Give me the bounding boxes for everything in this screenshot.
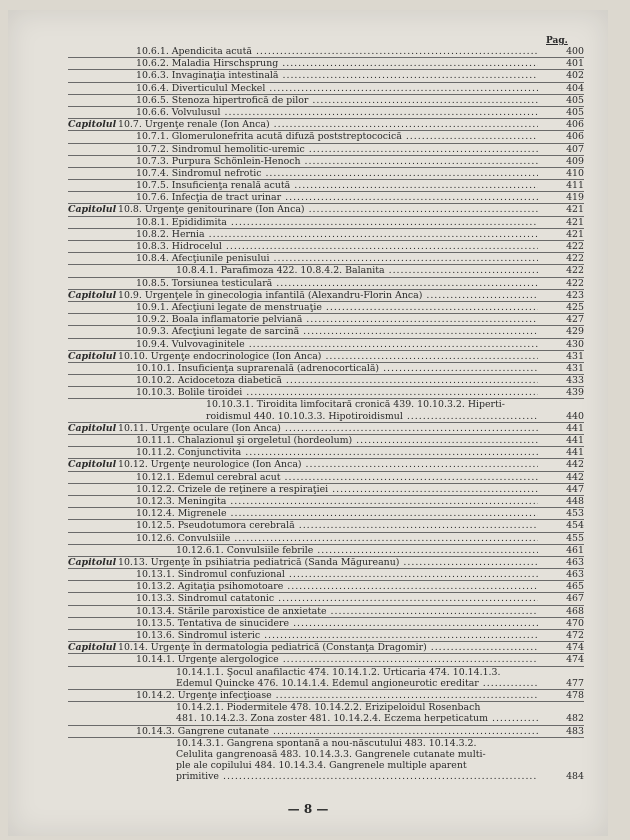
capitol-label: Capitolul: [68, 556, 117, 568]
toc-entry-page: 478: [566, 689, 584, 701]
toc-entry-title: 10.11.1. Chalazionul şi orgeletul (hordeolum) .....: [136, 435, 538, 446]
toc-entry-title: 481. 10.14.2.3. Zona zoster 481. 10.14.2.4. Eczema herpeticatum .....: [176, 713, 538, 724]
toc-entry-page: 409: [566, 155, 584, 167]
toc-entry-title: Celulita gangrenoasă 483. 10.14.3.3. Gangrenele cutanate multi-: [176, 748, 486, 760]
toc-entry-title: 10.12.3. Meningita .....: [136, 496, 538, 507]
toc-entry: [68, 241, 584, 253]
toc-entry: [68, 363, 584, 375]
toc-entry: [68, 423, 584, 435]
toc-entry: [68, 642, 584, 654]
page-number: — 8 —: [287, 802, 329, 816]
toc-entry-title: 10.14.3. Gangrene cutanate .....: [136, 726, 538, 737]
toc-entry: [68, 375, 584, 387]
toc-entry: [68, 144, 584, 156]
toc-entry-page: 430: [566, 338, 584, 350]
toc-entry-page: 441: [566, 447, 584, 459]
toc-entry-title: 10.12.4. Migrenele .....: [136, 508, 538, 519]
toc-entry-title: 10.10.1. Insuficienţa suprarenală (adrenocorticală) .....: [136, 363, 538, 374]
toc-entry-page: 421: [566, 216, 584, 228]
toc-entry: [68, 533, 584, 545]
toc-entry-page: 402: [566, 70, 584, 82]
toc-entry: [68, 131, 584, 143]
toc-entry: [68, 618, 584, 630]
toc-entry-title: 10.8. Urgenţe genitourinare (Ion Anca) .....: [118, 204, 538, 215]
toc-entry-title: 10.12.2. Crizele de reţinere a respiraţiei .....: [136, 484, 538, 495]
toc-entry-title: 10.7.6. Infecţia de tract urinar .....: [136, 192, 538, 203]
toc-entry-page: 404: [566, 82, 584, 94]
toc-entry: [68, 399, 584, 410]
toc-entry-title: 10.13.2. Agitaţia psihomotoare .....: [136, 581, 538, 592]
toc-entry-page: 421: [566, 204, 584, 216]
toc-entry: [68, 290, 584, 302]
toc-entry-title: ple ale copilului 484. 10.14.3.4. Gangrenele multiple aparent: [176, 760, 467, 772]
table-of-contents: [8, 46, 608, 782]
toc-entry-page: 472: [566, 630, 584, 641]
toc-entry-page: 474: [566, 642, 584, 654]
toc-entry-title: 10.6.1. Apendicita acută .....: [136, 46, 538, 57]
toc-entry: [68, 678, 584, 690]
toc-entry: [68, 472, 584, 484]
toc-entry: [68, 569, 584, 581]
toc-entry-title: 10.13.6. Sindromul isteric .....: [136, 630, 538, 641]
capitol-label: Capitolul: [68, 204, 117, 216]
toc-entry: [68, 411, 584, 423]
toc-entry-page: 431: [566, 362, 584, 374]
toc-entry: [68, 435, 584, 447]
toc-entry-title: 10.7. Urgenţe renale (Ion Anca) .....: [118, 119, 538, 130]
toc-entry-page: 455: [566, 532, 584, 544]
toc-entry-page: 407: [566, 143, 584, 155]
toc-entry-title: 10.9.1. Afecţiuni legate de menstruaţie .....: [136, 302, 538, 313]
toc-entry: [68, 496, 584, 508]
toc-entry-title: 10.9.4. Vulvovaginitele .....: [136, 339, 538, 350]
toc-entry-page: 405: [566, 106, 584, 118]
toc-entry-title: 10.13.5. Tentativa de sinucidere .....: [136, 618, 538, 629]
toc-entry-title: 10.8.3. Hidrocelul .....: [136, 241, 538, 252]
toc-entry-page: 463: [566, 569, 584, 581]
toc-entry: [68, 70, 584, 82]
capitol-label: Capitolul: [68, 642, 117, 654]
toc-entry-page: 474: [566, 654, 584, 666]
toc-entry-title: 10.6.5. Stenoza hipertrofică de pilor .....: [136, 95, 538, 106]
toc-entry: [68, 581, 584, 593]
toc-entry: [68, 204, 584, 216]
toc-entry: [68, 387, 584, 399]
toc-entry-title: 10.7.5. Insuficienţa renală acută .....: [136, 180, 538, 191]
toc-entry-page: 421: [566, 228, 584, 240]
toc-entry: [68, 119, 584, 131]
toc-entry-title: 10.7.3. Purpura Schönlein-Henoch .....: [136, 156, 538, 167]
toc-entry-title: 10.8.4. Afecţiunile penisului .....: [136, 253, 538, 264]
toc-entry-title: 10.7.1. Glomerulonefrita acută difuză poststreptococică .....: [136, 131, 538, 142]
toc-entry-page: 441: [566, 435, 584, 446]
toc-entry-page: 411: [566, 180, 584, 192]
toc-entry: [68, 557, 584, 569]
toc-entry-title: 10.9.3. Afecţiuni legate de sarcină .....: [136, 326, 538, 337]
toc-entry-page: 422: [566, 253, 584, 265]
toc-entry: [68, 520, 584, 532]
toc-entry-page: 405: [566, 94, 584, 106]
toc-entry: [68, 726, 584, 738]
toc-entry: [68, 339, 584, 351]
toc-entry-title: 10.11.2. Conjunctivita .....: [136, 447, 538, 458]
toc-entry: [68, 217, 584, 229]
toc-entry-title: 10.11. Urgenţe oculare (Ion Anca) .....: [118, 423, 538, 434]
toc-entry-title: 10.10.3.1. Tiroidita limfocitară cronică 439. 10.10.3.2. Hiperti-: [206, 399, 505, 411]
toc-entry: [68, 95, 584, 107]
toc-entry: [68, 690, 584, 702]
toc-entry: [68, 58, 584, 70]
toc-entry: [68, 630, 584, 642]
toc-entry: [68, 702, 584, 713]
toc-entry-page: 441: [566, 422, 584, 434]
toc-entry-page: 463: [566, 556, 584, 568]
toc-entry-page: 425: [566, 301, 584, 313]
toc-entry-title: 10.12.1. Edemul cerebral acut .....: [136, 472, 538, 483]
toc-entry-title: 10.6.4. Diverticulul Meckel .....: [136, 83, 538, 94]
toc-entry-page: 447: [566, 483, 584, 495]
toc-entry-page: 477: [566, 677, 584, 689]
toc-entry-title: 10.6.3. Invaginaţia intestinală .....: [136, 70, 538, 81]
book-page: [8, 10, 608, 836]
toc-entry-title: 10.7.4. Sindromul nefrotic .....: [136, 168, 538, 179]
toc-entry: [68, 459, 584, 471]
toc-entry-title: 10.12.5. Pseudotumora cerebrală .....: [136, 520, 538, 531]
toc-entry: [68, 253, 584, 265]
toc-entry: [68, 654, 584, 666]
toc-entry-title: 10.12. Urgenţe neurologice (Ion Anca) .....: [118, 459, 538, 470]
toc-entry-page: 419: [566, 192, 584, 204]
toc-entry-page: 410: [566, 167, 584, 179]
toc-entry-page: 422: [566, 277, 584, 289]
toc-entry-title: 10.12.6. Convulsiile .....: [136, 533, 538, 544]
toc-entry: [68, 749, 584, 760]
toc-entry-page: 406: [566, 119, 584, 131]
toc-entry-title: 10.13.4. Stările paroxistice de anxietate .....: [136, 606, 538, 617]
toc-entry-title: roidismul 440. 10.10.3.3. Hipotiroidismul .....: [206, 411, 538, 422]
toc-entry-page: 439: [566, 387, 584, 399]
toc-entry-title: 10.8.4.1. Parafimoza 422. 10.8.4.2. Balanita .....: [176, 265, 538, 276]
toc-entry: [68, 192, 584, 204]
page-column-header: Pag.: [546, 36, 568, 46]
toc-entry-page: 422: [566, 265, 584, 277]
toc-entry-title: 10.10. Urgenţe endocrinologice (Ion Anca) .....: [118, 351, 538, 362]
toc-entry-page: 423: [566, 289, 584, 301]
toc-entry: [68, 314, 584, 326]
toc-entry: [68, 265, 584, 277]
toc-entry-page: 483: [566, 725, 584, 737]
toc-entry-page: 406: [566, 131, 584, 143]
toc-entry-title: 10.8.1. Epididimita .....: [136, 217, 538, 228]
toc-entry: [68, 771, 584, 782]
toc-entry-title: 10.8.2. Hernia .....: [136, 229, 538, 240]
toc-entry-page: 442: [566, 471, 584, 483]
toc-entry-page: 440: [566, 410, 584, 422]
toc-entry: [68, 107, 584, 119]
toc-entry-title: Edemul Quincke 476. 10.14.1.4. Edemul angioneurotic ereditar .....: [176, 678, 538, 689]
toc-entry-title: 10.14.3.1. Gangrena spontană a nou-născutului 483. 10.14.3.2.: [176, 737, 477, 749]
toc-entry-page: 442: [566, 459, 584, 471]
toc-entry-page: 470: [566, 617, 584, 629]
toc-entry: [68, 606, 584, 618]
toc-entry: [68, 760, 584, 771]
toc-entry-page: 482: [566, 713, 584, 725]
toc-entry-page: 422: [566, 241, 584, 252]
toc-entry-page: 431: [566, 350, 584, 362]
toc-entry-title: 10.10.3. Bolile tiroidei .....: [136, 387, 538, 398]
toc-entry: [68, 46, 584, 58]
toc-entry-page: 433: [566, 375, 584, 387]
toc-entry-page: 467: [566, 593, 584, 605]
toc-entry-title: 10.12.6.1. Convulsiile febrile .....: [176, 545, 538, 556]
toc-entry: [68, 326, 584, 338]
toc-entry-title: 10.6.2. Maladia Hirschsprung .....: [136, 58, 538, 69]
toc-entry: [68, 738, 584, 749]
toc-entry-title: 10.9. Urgenţele în ginecologia infantilă (Alexandru-Florin Anca) .....: [118, 290, 538, 301]
capitol-label: Capitolul: [68, 289, 117, 301]
toc-entry: [68, 278, 584, 290]
toc-entry-title: 10.8.5. Torsiunea testiculară .....: [136, 278, 538, 289]
toc-entry: [68, 83, 584, 95]
toc-entry: [68, 229, 584, 241]
toc-entry: [68, 351, 584, 363]
toc-entry: [68, 180, 584, 192]
toc-entry-title: 10.7.2. Sindromul hemolitic-uremic .....: [136, 144, 538, 155]
capitol-label: Capitolul: [68, 422, 117, 434]
capitol-label: Capitolul: [68, 119, 117, 131]
toc-entry-page: 453: [566, 508, 584, 520]
toc-entry-page: 400: [566, 46, 584, 57]
toc-entry: [68, 593, 584, 605]
toc-entry-title: 10.10.2. Acidocetoza diabetică .....: [136, 375, 538, 386]
toc-entry-title: 10.14. Urgenţe în dermatologia pediatrică (Constanţa Dragomir) .....: [118, 642, 538, 653]
toc-entry-title: 10.9.2. Boala inflamatorie pelviană .....: [136, 314, 538, 325]
toc-entry-title: 10.6.6. Volvulusul .....: [136, 107, 538, 118]
toc-entry: [68, 508, 584, 520]
toc-entry-title: 10.13.1. Sindromul confuzional .....: [136, 569, 538, 580]
toc-entry-page: 465: [566, 581, 584, 593]
toc-entry: [68, 667, 584, 678]
toc-entry-page: 468: [566, 605, 584, 617]
toc-entry-title: primitive .....: [176, 771, 538, 782]
toc-entry: [68, 447, 584, 459]
toc-entry-page: 454: [566, 520, 584, 532]
toc-entry-page: 484: [566, 771, 584, 783]
toc-entry-title: 10.14.2. Urgenţe infecţioase .....: [136, 690, 538, 701]
toc-entry-page: 429: [566, 326, 584, 338]
toc-entry-title: 10.14.1.1. Şocul anafilactic 474. 10.14.1.2. Urticaria 474. 10.14.1.3.: [176, 666, 501, 678]
toc-entry-title: 10.14.2.1. Piodermitele 478. 10.14.2.2. Erizipeloidul Rosenbach: [176, 702, 481, 714]
toc-entry-page: 461: [566, 544, 584, 556]
toc-entry-page: 401: [566, 58, 584, 70]
toc-entry: [68, 168, 584, 180]
toc-entry: [68, 302, 584, 314]
toc-entry-title: 10.14.1. Urgenţe alergologice .....: [136, 654, 538, 665]
toc-entry-page: 427: [566, 314, 584, 326]
toc-entry: [68, 713, 584, 725]
toc-entry: [68, 484, 584, 496]
capitol-label: Capitolul: [68, 350, 117, 362]
toc-entry: [68, 545, 584, 557]
capitol-label: Capitolul: [68, 459, 117, 471]
toc-entry-title: 10.13. Urgenţe în psihiatria pediatrică (Sanda Măgureanu) .....: [118, 557, 538, 568]
toc-entry-title: 10.13.3. Sindromul catatonic .....: [136, 593, 538, 604]
toc-entry: [68, 156, 584, 168]
toc-entry-page: 448: [566, 495, 584, 507]
